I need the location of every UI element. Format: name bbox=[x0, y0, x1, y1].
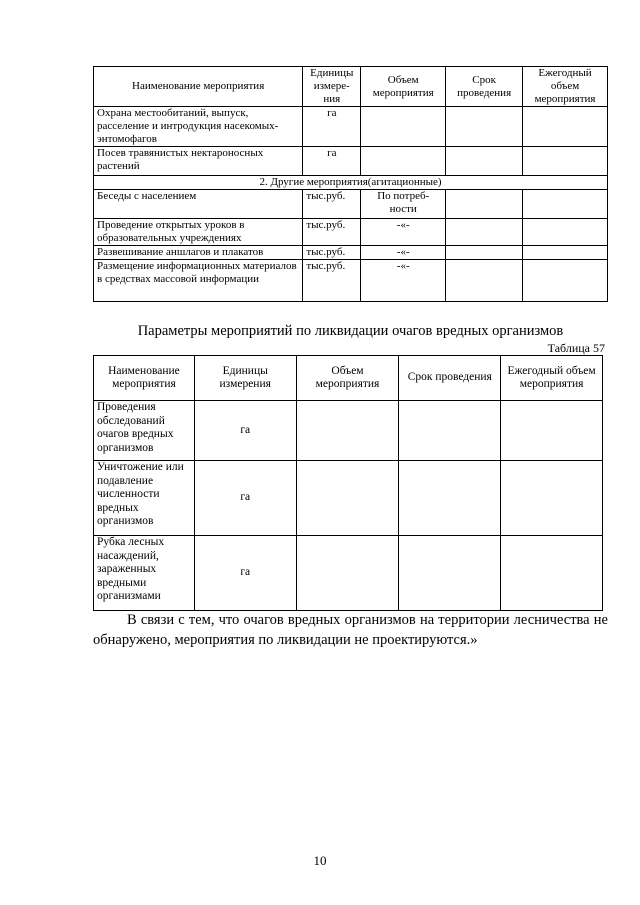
measure-name: Проведение открытых уроков в образовательных учреждениях bbox=[94, 219, 303, 246]
table-row bbox=[94, 190, 608, 219]
measure-volume bbox=[296, 536, 399, 611]
measure-annual bbox=[523, 260, 608, 302]
measure-term bbox=[446, 246, 523, 260]
measure-unit: га bbox=[303, 107, 361, 147]
header-cell: Наименование мероприятия bbox=[94, 356, 195, 401]
measure-unit: га bbox=[303, 147, 361, 176]
table-number: Таблица 57 bbox=[547, 341, 605, 355]
measure-term bbox=[446, 190, 523, 219]
header-cell: Единицы измере-ния bbox=[303, 67, 361, 107]
pest-elimination-table bbox=[93, 355, 603, 611]
measure-term bbox=[446, 219, 523, 246]
measure-name: Уничтожение или подавление численности вредных организмов bbox=[94, 461, 195, 536]
header-cell: Ежегодный объем мероприятия bbox=[523, 67, 608, 107]
measure-annual bbox=[523, 190, 608, 219]
section-row bbox=[94, 176, 608, 190]
table-header-row bbox=[94, 356, 603, 401]
measure-volume: -«- bbox=[361, 246, 446, 260]
measure-unit: тыс.руб. bbox=[303, 190, 361, 219]
measure-name: Охрана местообитаний, выпуск, расселение и интродукция насекомых-энтомофагов bbox=[94, 107, 303, 147]
header-cell: Наименование мероприятия bbox=[94, 67, 303, 107]
table-row bbox=[94, 536, 603, 611]
measure-volume: -«- bbox=[361, 219, 446, 246]
measure-term bbox=[399, 401, 501, 461]
measure-annual bbox=[523, 107, 608, 147]
measure-volume bbox=[361, 107, 446, 147]
measure-annual bbox=[501, 401, 603, 461]
section-title: 2. Другие мероприятия(агитационные) bbox=[94, 176, 608, 190]
table-row bbox=[94, 246, 608, 260]
measure-term bbox=[399, 536, 501, 611]
measure-unit: га bbox=[194, 461, 296, 536]
header-cell: Объем мероприятия bbox=[296, 356, 399, 401]
table-header-row bbox=[94, 67, 608, 107]
measure-term bbox=[399, 461, 501, 536]
measure-unit: тыс.руб. bbox=[303, 219, 361, 246]
measure-term bbox=[446, 147, 523, 176]
measure-annual bbox=[501, 461, 603, 536]
measure-unit: тыс.руб. bbox=[303, 246, 361, 260]
table-heading: Параметры мероприятий по ликвидации очагов вредных организмов bbox=[137, 323, 564, 339]
conclusion-paragraph: В связи с тем, что очагов вредных организмов на территории лесничества не обнаружено, мероприятия по ликвидации не проектируются.» bbox=[93, 612, 608, 648]
measure-term bbox=[446, 260, 523, 302]
measure-annual bbox=[523, 147, 608, 176]
measure-volume bbox=[296, 401, 399, 461]
table-row bbox=[94, 219, 608, 246]
table-row bbox=[94, 147, 608, 176]
header-cell: Срок проведения bbox=[399, 356, 501, 401]
measure-volume: По потреб-ности bbox=[361, 190, 446, 219]
protection-measures-table bbox=[93, 66, 608, 302]
measure-name: Размещение информационных материалов в средствах массовой информации bbox=[94, 260, 303, 302]
header-cell: Единицы измерения bbox=[194, 356, 296, 401]
header-cell: Срок проведения bbox=[446, 67, 523, 107]
header-cell: Ежегодный объем мероприятия bbox=[501, 356, 603, 401]
measure-name: Проведения обследований очагов вредных организмов bbox=[94, 401, 195, 461]
table-row bbox=[94, 461, 603, 536]
measure-unit: тыс.руб. bbox=[303, 260, 361, 302]
measure-name: Посев травянистых нектароносных растений bbox=[94, 147, 303, 176]
table-row bbox=[94, 107, 608, 147]
measure-unit: га bbox=[194, 536, 296, 611]
table-row bbox=[94, 260, 608, 302]
measure-term bbox=[446, 107, 523, 147]
header-cell: Объем мероприятия bbox=[361, 67, 446, 107]
measure-name: Беседы с населением bbox=[94, 190, 303, 219]
page-number: 10 bbox=[313, 853, 327, 868]
measure-unit: га bbox=[194, 401, 296, 461]
measure-name: Развешивание аншлагов и плакатов bbox=[94, 246, 303, 260]
measure-volume bbox=[296, 461, 399, 536]
table-row bbox=[94, 401, 603, 461]
measure-volume bbox=[361, 147, 446, 176]
measure-annual bbox=[501, 536, 603, 611]
measure-annual bbox=[523, 219, 608, 246]
measure-annual bbox=[523, 246, 608, 260]
measure-name: Рубка лесных насаждений, зараженных вредными организмами bbox=[94, 536, 195, 611]
measure-volume: -«- bbox=[361, 260, 446, 302]
